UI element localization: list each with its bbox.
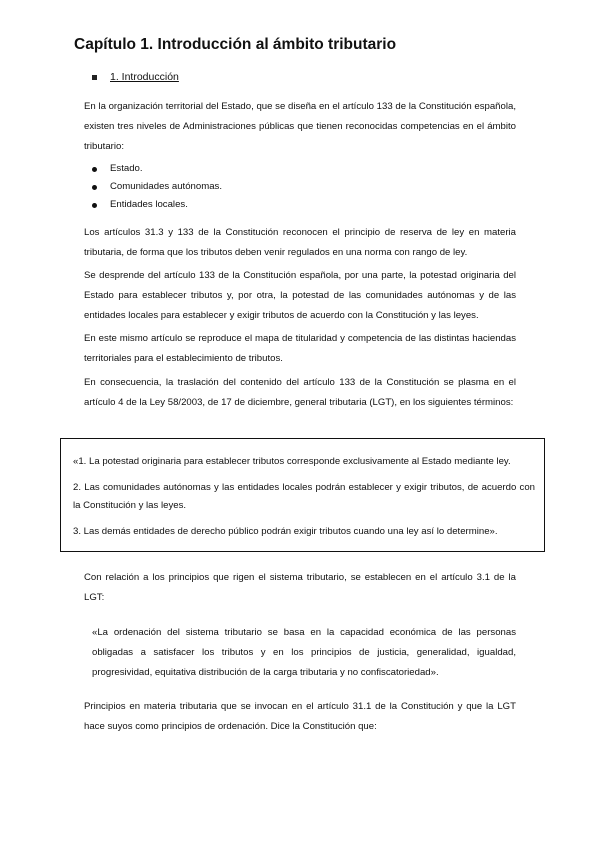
quote-paragraph: «La ordenación del sistema tributario se basa en la capacidad económica de las personas obligadas a satisfacer los tributos y en los principios de justicia, generalidad, igualdad, progresividad, equitativa distribución de la carga tributaria y no confiscatoriedad». xyxy=(92,627,516,678)
section-heading xyxy=(92,71,179,83)
bullet-dot-icon xyxy=(92,167,97,172)
paragraph-6: Con relación a los principios que rigen el sistema tributario, se establecen en el artículo 3.1 de la LGT: xyxy=(84,572,516,603)
paragraph-1: En la organización territorial del Estado, que se diseña en el artículo 133 de la Constitución española, existen tres niveles de Administraciones públicas que tienen reconocidas competencias en el ámbito tributario: xyxy=(84,101,516,152)
quote-line-3: 3. Las demás entidades de derecho público podrán exigir tributos cuando una ley así lo determine». xyxy=(73,526,498,537)
list-item xyxy=(92,196,222,214)
paragraph-2: Los artículos 31.3 y 133 de la Constitución reconocen el principio de reserva de ley en materia tributaria, de forma que los tributos deben venir regulados en una norma con rango de ley. xyxy=(84,227,516,258)
chapter-title: Capítulo 1. Introducción al ámbito tributario xyxy=(74,36,397,53)
list-item-label: Estado. xyxy=(110,163,143,174)
bullet-dot-icon xyxy=(92,203,97,208)
quote-box xyxy=(60,438,545,552)
list-item-label: Comunidades autónomas. xyxy=(110,181,222,192)
list-item xyxy=(92,160,222,178)
paragraph-4: En este mismo artículo se reproduce el mapa de titularidad y competencia de las distintas haciendas territoriales para el establecimiento de tributos. xyxy=(84,333,516,364)
paragraph-5: En consecuencia, la traslación del contenido del artículo 133 de la Constitución se plasma en el artículo 4 de la Ley 58/2003, de 17 de diciembre, general tributaria (LGT), en los siguientes términos: xyxy=(84,377,516,408)
quote-line-2: 2. Las comunidades autónomas y las entidades locales podrán establecer y exigir tributos, de acuerdo con la Constitución y las leyes. xyxy=(73,482,535,511)
paragraph-3: Se desprende del artículo 133 de la Constitución española, por una parte, la potestad originaria del Estado para establecer tributos y, por otra, la potestad de las comunidades autónomas y de las entidades locales para establecer y exigir tributos de acuerdo con la Constitución y las leyes. xyxy=(84,270,516,321)
list-item-label: Entidades locales. xyxy=(110,199,188,210)
list-item xyxy=(92,178,222,196)
section-link[interactable]: 1. Introducción xyxy=(110,71,179,83)
paragraph-7: Principios en materia tributaria que se invocan en el artículo 31.1 de la Constitución y que la LGT hace suyos como principios de ordenación. Dice la Constitución que: xyxy=(84,701,516,732)
bullet-list xyxy=(92,160,222,214)
quote-line-1: «1. La potestad originaria para establecer tributos corresponde exclusivamente al Estado mediante ley. xyxy=(73,456,511,467)
bullet-dot-icon xyxy=(92,185,97,190)
square-bullet-icon xyxy=(92,75,97,80)
